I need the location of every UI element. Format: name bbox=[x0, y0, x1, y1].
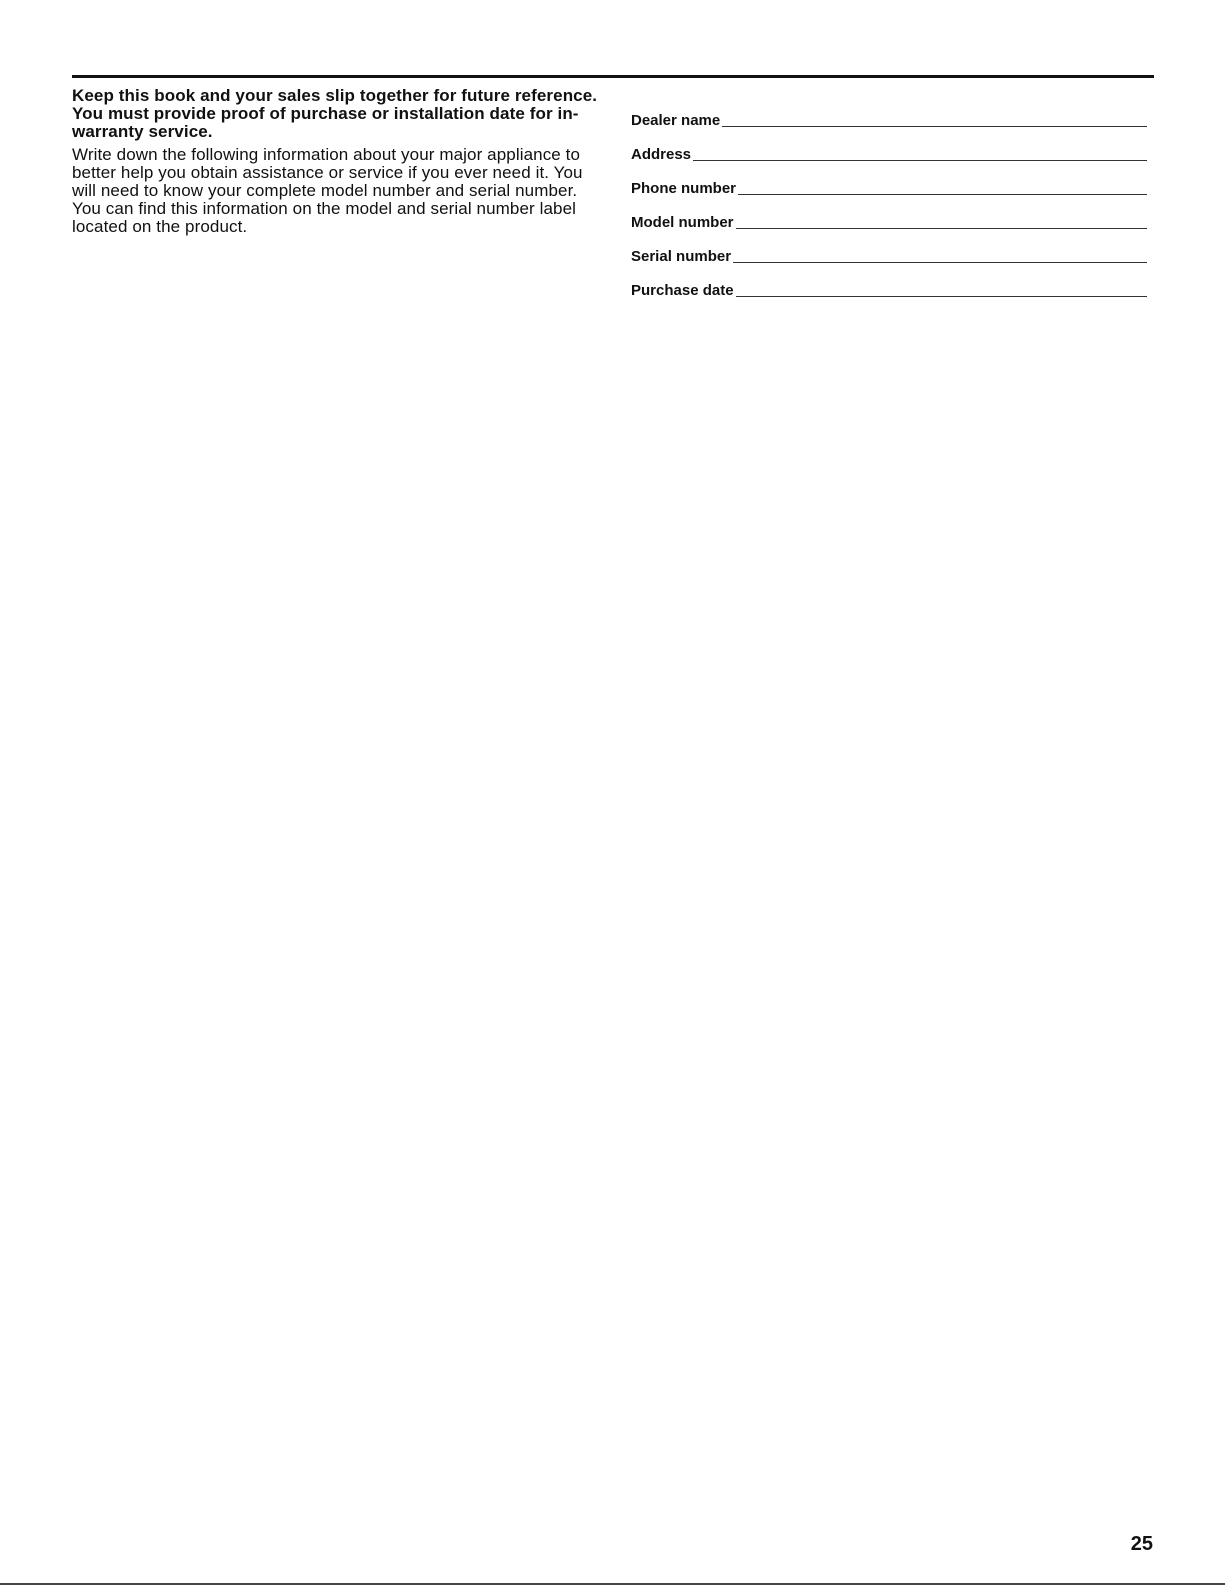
address-row bbox=[631, 130, 1147, 164]
dealer-name-row bbox=[631, 96, 1147, 130]
model-number-label: Model number bbox=[631, 214, 734, 231]
phone-number-row bbox=[631, 164, 1147, 198]
serial-number-label: Serial number bbox=[631, 248, 732, 265]
phone-number-label: Phone number bbox=[631, 180, 737, 197]
notice-heading: Keep this book and your sales slip together for future reference. You must provide proof of purchase or installation date for in-warranty service. bbox=[72, 86, 598, 141]
notice-column bbox=[72, 87, 600, 236]
notice-body: Write down the following information about your major appliance to better help you obtain assistance or service if you ever need it. You will need to know your complete model number and serial number. You can find this information on the model and serial number label located on the product. bbox=[72, 145, 583, 236]
model-number-field[interactable] bbox=[736, 214, 1147, 229]
dealer-name-field[interactable] bbox=[722, 112, 1147, 127]
purchase-date-row bbox=[631, 266, 1147, 300]
top-rule bbox=[72, 75, 1154, 78]
page-number: 25 bbox=[1130, 1533, 1153, 1555]
dealer-name-label: Dealer name bbox=[631, 112, 721, 129]
serial-number-row bbox=[631, 232, 1147, 266]
purchase-date-field[interactable] bbox=[736, 282, 1147, 297]
appliance-info-form bbox=[631, 96, 1147, 300]
address-field[interactable] bbox=[693, 146, 1147, 161]
phone-number-field[interactable] bbox=[738, 180, 1147, 195]
serial-number-field[interactable] bbox=[733, 248, 1147, 263]
address-label: Address bbox=[631, 146, 692, 163]
purchase-date-label: Purchase date bbox=[631, 282, 734, 299]
model-number-row bbox=[631, 198, 1147, 232]
